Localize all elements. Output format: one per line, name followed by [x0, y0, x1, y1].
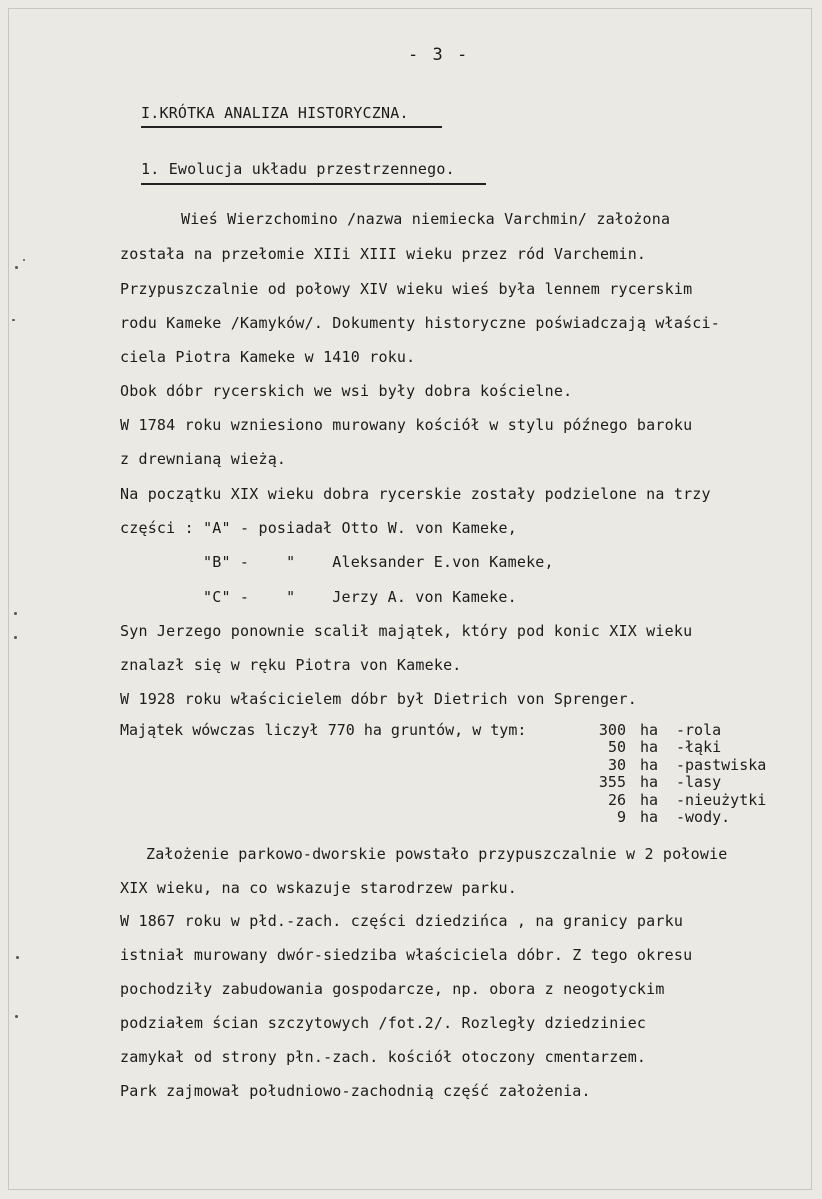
text-line: "C" - " Jerzy A. von Kameke.: [203, 588, 517, 606]
subsection-heading: 1. Ewolucja układu przestrzennego.: [141, 160, 455, 178]
land-area-value: 26: [607, 790, 626, 809]
scan-speck: [12, 319, 15, 321]
scan-speck: [14, 636, 17, 639]
text-line: pochodziły zabudowania gospodarcze, np. obora z neogotyckim: [120, 980, 665, 998]
land-use-type: -lasy: [676, 773, 722, 792]
scan-speck: [23, 259, 25, 261]
text-line: znalazł się w ręku Piotra von Kameke.: [120, 656, 462, 674]
land-table-label: Majątek wówczas liczył 770 ha gruntów, w tym:: [120, 721, 527, 739]
text-line: Na początku XIX wieku dobra rycerskie zostały podzielone na trzy: [120, 485, 711, 503]
land-use-type: -pastwiska: [676, 755, 767, 774]
scan-speck: [14, 612, 17, 615]
text-line: Obok dóbr rycerskich we wsi były dobra kościelne.: [120, 382, 573, 400]
text-line: W 1784 roku wzniesiono murowany kościół w stylu późnego baroku: [120, 416, 693, 434]
text-line: Założenie parkowo-dworskie powstało przypuszczalnie w 2 połowie: [146, 845, 728, 863]
scan-speck: [15, 1015, 18, 1018]
text-line: zamykał od strony płn.-zach. kościół otoczony cmentarzem.: [120, 1048, 647, 1066]
land-use-type: -łąki: [676, 738, 722, 757]
text-line: Syn Jerzego ponownie scalił majątek, który pod konic XIX wieku: [120, 622, 693, 640]
text-line: W 1928 roku właścicielem dóbr był Dietrich von Sprenger.: [120, 690, 637, 708]
section-heading-underline: [141, 126, 442, 128]
land-area-value: 9: [616, 808, 626, 826]
text-line: Przypuszczalnie od połowy XIV wieku wieś była lennem rycerskim: [120, 280, 693, 298]
scan-speck: [15, 266, 18, 269]
subsection-heading-underline: [141, 183, 486, 185]
text-line: XIX wieku, na co wskazuje starodrzew parku.: [120, 879, 517, 897]
land-use-type: -rola: [676, 721, 722, 739]
land-area-value: 355: [598, 773, 626, 792]
text-line: "B" - " Aleksander E.von Kameke,: [203, 553, 554, 571]
section-heading: I.KRÓTKA ANALIZA HISTORYCZNA.: [141, 104, 409, 122]
text-line: rodu Kameke /Kamyków/. Dokumenty historyczne poświadczają właści-: [120, 314, 720, 332]
text-line: Park zajmował południowo-zachodnią część założenia.: [120, 1082, 591, 1100]
text-line: istniał murowany dwór-siedziba właściciela dóbr. Z tego okresu: [120, 946, 693, 964]
text-line: Wieś Wierzchomino /nazwa niemiecka Varchmin/ założona: [181, 210, 671, 228]
land-area-value: 30: [607, 755, 626, 774]
land-area-unit: ha: [640, 721, 659, 739]
scan-speck: [16, 956, 19, 959]
text-line: podziałem ścian szczytowych /fot.2/. Rozległy dziedziniec: [120, 1014, 647, 1032]
text-line: z drewnianą wieżą.: [120, 450, 287, 468]
land-area-unit: ha: [640, 773, 659, 792]
text-line: części : "A" - posiadał Otto W. von Kameke,: [120, 519, 517, 537]
land-area-value: 50: [607, 738, 626, 757]
land-area-value: 300: [598, 721, 626, 739]
page-number: - 3 -: [408, 45, 470, 65]
land-area-unit: ha: [640, 755, 659, 774]
text-line: W 1867 roku w płd.-zach. części dziedzińca , na granicy parku: [120, 912, 684, 930]
land-use-type: -wody.: [676, 808, 731, 826]
land-area-unit: ha: [640, 808, 659, 826]
text-line: została na przełomie XIIi XIII wieku przez ród Varchemin.: [120, 245, 647, 263]
land-area-unit: ha: [640, 790, 659, 809]
land-use-type: -nieużytki: [676, 790, 767, 809]
land-area-unit: ha: [640, 738, 659, 757]
text-line: ciela Piotra Kameke w 1410 roku.: [120, 348, 416, 366]
